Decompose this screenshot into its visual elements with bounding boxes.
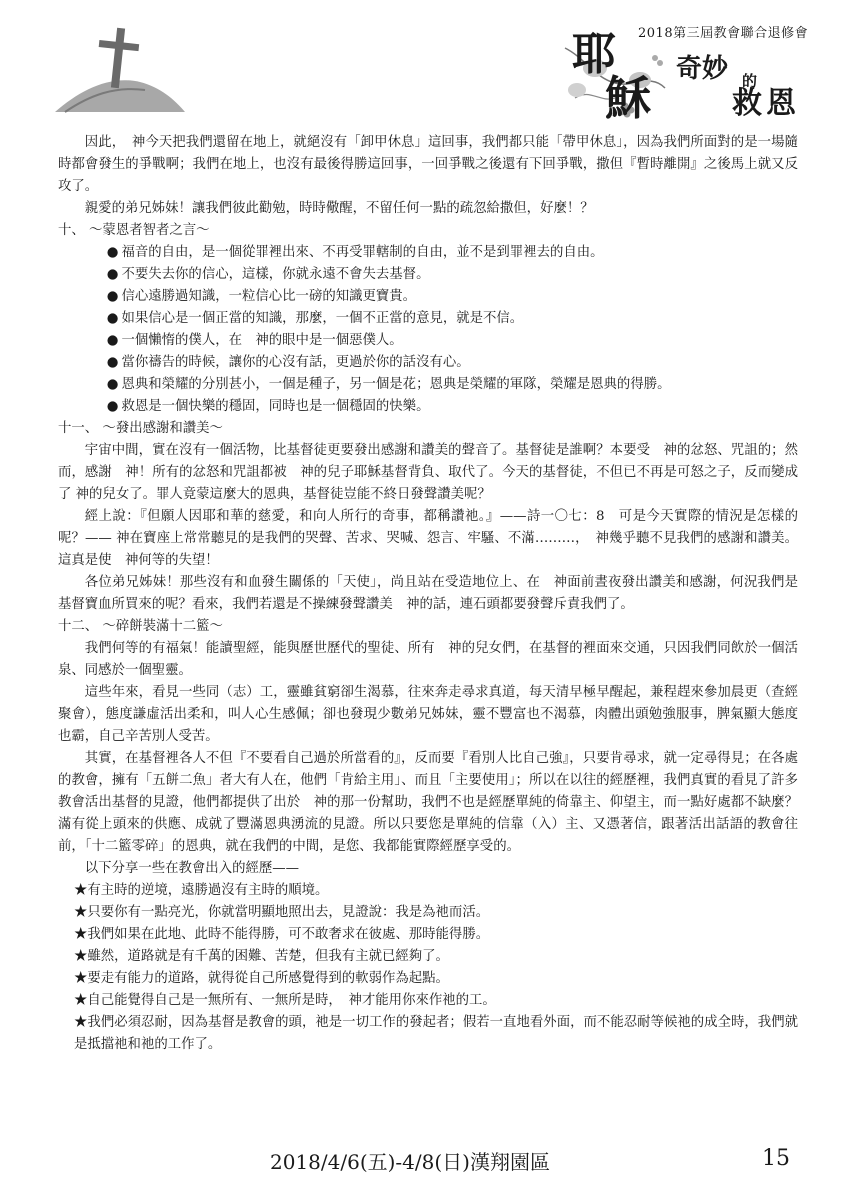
page-number: 15: [762, 1146, 790, 1171]
conference-title: 2018第三屆教會聯合退修會: [638, 26, 809, 41]
title-char-su: 穌: [605, 71, 651, 125]
title-jiuen: 救恩: [732, 86, 800, 121]
section-heading: 十一、 ～發出感謝和讚美～: [58, 421, 223, 436]
list-item: ● 如果信心是一個正當的知識，那麼，一個不正當的意見，就是不信。: [106, 311, 524, 326]
list-item: ★雖然，道路就是有千萬的困難、苦楚，但我有主就已經夠了。: [74, 949, 449, 964]
intro-paragraph: 因此， 神今天把我們還留在地上，就絕沒有「卸甲休息」這回事，我們都只能「帶甲休息」，因為我們所面對的是一場隨時都會發生的爭戰啊；我們在地上，也沒有最後得勝這回事，一回爭戰之後還有下回爭戰，撒但『暫時離開』之後馬上就又反攻了。: [58, 135, 798, 194]
paragraph: 這些年來，看見一些同（志）工，靈雖貧窮卻生渴慕，往來奔走尋求真道，每天清早極早醒起，兼程趕來參加晨更（查經聚會），態度謙虛活出柔和，叫人心生感佩；卻也發現少數弟兄姊妹，靈不豐富也不渴慕，肉體出頭勉強服事，脾氣顯大態度也霸，自己辛苦別人受苦。: [58, 685, 798, 744]
paragraph: 宇宙中間，實在沒有一個活物，比基督徒更要發出感謝和讚美的聲音了。基督徒是誰啊？本要受 神的忿怒、咒詛的；然而，感謝 神！所有的忿怒和咒詛都被 神的兒子耶穌基督背負、取代了。今天的基督徒，不但已不再是可怒之子，反而變成了 神的兒女了。罪人竟蒙這麼大的恩典，基督徒豈能不終日發聲讚美呢？: [58, 443, 798, 502]
star-icon: ★: [74, 971, 88, 986]
star-icon: ★: [74, 949, 88, 964]
list-item: ★有主時的逆境，遠勝過沒有主時的順境。: [74, 883, 329, 898]
list-item: ★我們如果在此地、此時不能得勝，可不敢奢求在彼處、那時能得勝。: [74, 927, 490, 942]
paragraph: 其實，在基督裡各人不但『不要看自己過於所當看的』，反而要『看別人比自己強』，只要肯尋求，就一定尋得見；在各處的教會，擁有「五餅二魚」者大有人在，他們「肯給主用」、而且「主要使用」；所以在以往的經歷裡，我們真實的看見了許多教會活出基督的見證，他們都提供了出於 神的那一份幫助，我們不也是經歷單純的倚靠主、仰望主，而一點好處都不缺麼？滿有從上頭來的供應、成就了豐滿恩典湧流的見證。所以只要您是單純的信靠（入）主、又憑著信，跟著活出話語的教會往前，「十二籃零碎」的恩典，就在我們的中間，是您、我都能實際經歷享受的。: [58, 751, 798, 854]
list-item: ● 福音的自由，是一個從罪裡出來、不再受罪轄制的自由，並不是到罪裡去的自由。: [106, 245, 604, 260]
footer-date: 2018/4/6(五)-4/8(日)漢翔園區: [270, 1150, 550, 1174]
star-icon: ★: [74, 905, 88, 920]
bullet-icon: ●: [106, 333, 119, 348]
bullet-icon: ●: [106, 399, 119, 414]
star-icon: ★: [74, 993, 88, 1008]
paragraph: 經上說：『但願人因耶和華的慈愛，和向人所行的奇事，都稱讚祂。』——詩一〇七：8 可是今天實際的情況是怎樣的呢？—— 神在寶座上常常聽見的是我們的哭聲、苦求、哭喊、怨言、牢騷、不滿………， 神幾乎聽不見我們的感謝和讚美。這真是使 神何等的失望！: [58, 509, 798, 568]
list-item: ★只要你有一點亮光，你就當明顯地照出去，見證說：我是為祂而活。: [74, 905, 490, 920]
bullet-icon: ●: [106, 355, 119, 370]
paragraph: 以下分享一些在教會出入的經歷——: [84, 861, 300, 876]
bullet-icon: ●: [106, 245, 119, 260]
section-heading: 十、 ～蒙恩者智者之言～: [58, 223, 210, 238]
title-qimiao: 奇妙: [676, 54, 729, 84]
star-icon: ★: [74, 883, 88, 898]
hill-cross-icon: [55, 20, 185, 120]
paragraph: 各位弟兄姊妹！那些沒有和血發生關係的「天使」，尚且站在受造地位上、在 神面前晝夜發出讚美和感謝，何況我們是基督寶血所買來的呢？看來，我們若還是不操練發聲讚美 神的話，連石頭都要發聲斥責我們了。: [58, 575, 798, 612]
section-heading: 十二、 ～碎餅裝滿十二籃～: [58, 619, 223, 634]
list-item: ● 不要失去你的信心，這樣，你就永遠不會失去基督。: [106, 267, 430, 282]
list-item: ★自己能覺得自己是一無所有、一無所是時， 神才能用你來作祂的工。: [74, 993, 496, 1008]
list-item: ● 當你禱告的時候，讓你的心沒有話，更過於你的話沒有心。: [106, 355, 470, 370]
bullet-icon: ●: [106, 377, 119, 392]
list-item: ★要走有能力的道路，就得從自己所感覺得到的軟弱作為起點。: [74, 971, 449, 986]
page-footer: [0, 1146, 849, 1186]
list-item: ★我們必須忍耐，因為基督是教會的頭，祂是一切工作的發起者；假若一直地看外面，而不能忍耐等候祂的成全時，我們就是抵擋祂和祂的工作了。: [74, 1015, 799, 1052]
bullet-icon: ●: [106, 267, 119, 282]
article-body: [58, 132, 798, 1056]
star-icon: ★: [74, 927, 88, 942]
list-item: ● 救恩是一個快樂的穩固，同時也是一個穩固的快樂。: [106, 399, 430, 414]
paragraph: 我們何等的有福氣！能讀聖經，能與歷世歷代的聖徒、所有 神的兒女們，在基督的裡面來交通，只因我們同飲於一個活泉、同感於一個聖靈。: [58, 641, 798, 678]
star-icon: ★: [74, 1015, 88, 1030]
title-char-ye: 耶: [572, 29, 616, 80]
bullet-icon: ●: [106, 289, 119, 304]
list-item: ● 一個懶惰的僕人，在 神的眼中是一個惡僕人。: [106, 333, 403, 348]
intro-paragraph: 親愛的弟兄姊妹！讓我們彼此勸勉，時時儆醒，不留任何一點的疏忽給撒但，好麼！？: [84, 201, 594, 216]
list-item: ● 恩典和榮耀的分別甚小，一個是種子，另一個是花；恩典是榮耀的軍隊，榮耀是恩典的得勝。: [106, 377, 671, 392]
title-char-de: 的: [742, 72, 758, 90]
list-item: ● 信心遠勝過知識，一粒信心比一磅的知識更寶貴。: [106, 289, 417, 304]
bullet-icon: ●: [106, 311, 119, 326]
